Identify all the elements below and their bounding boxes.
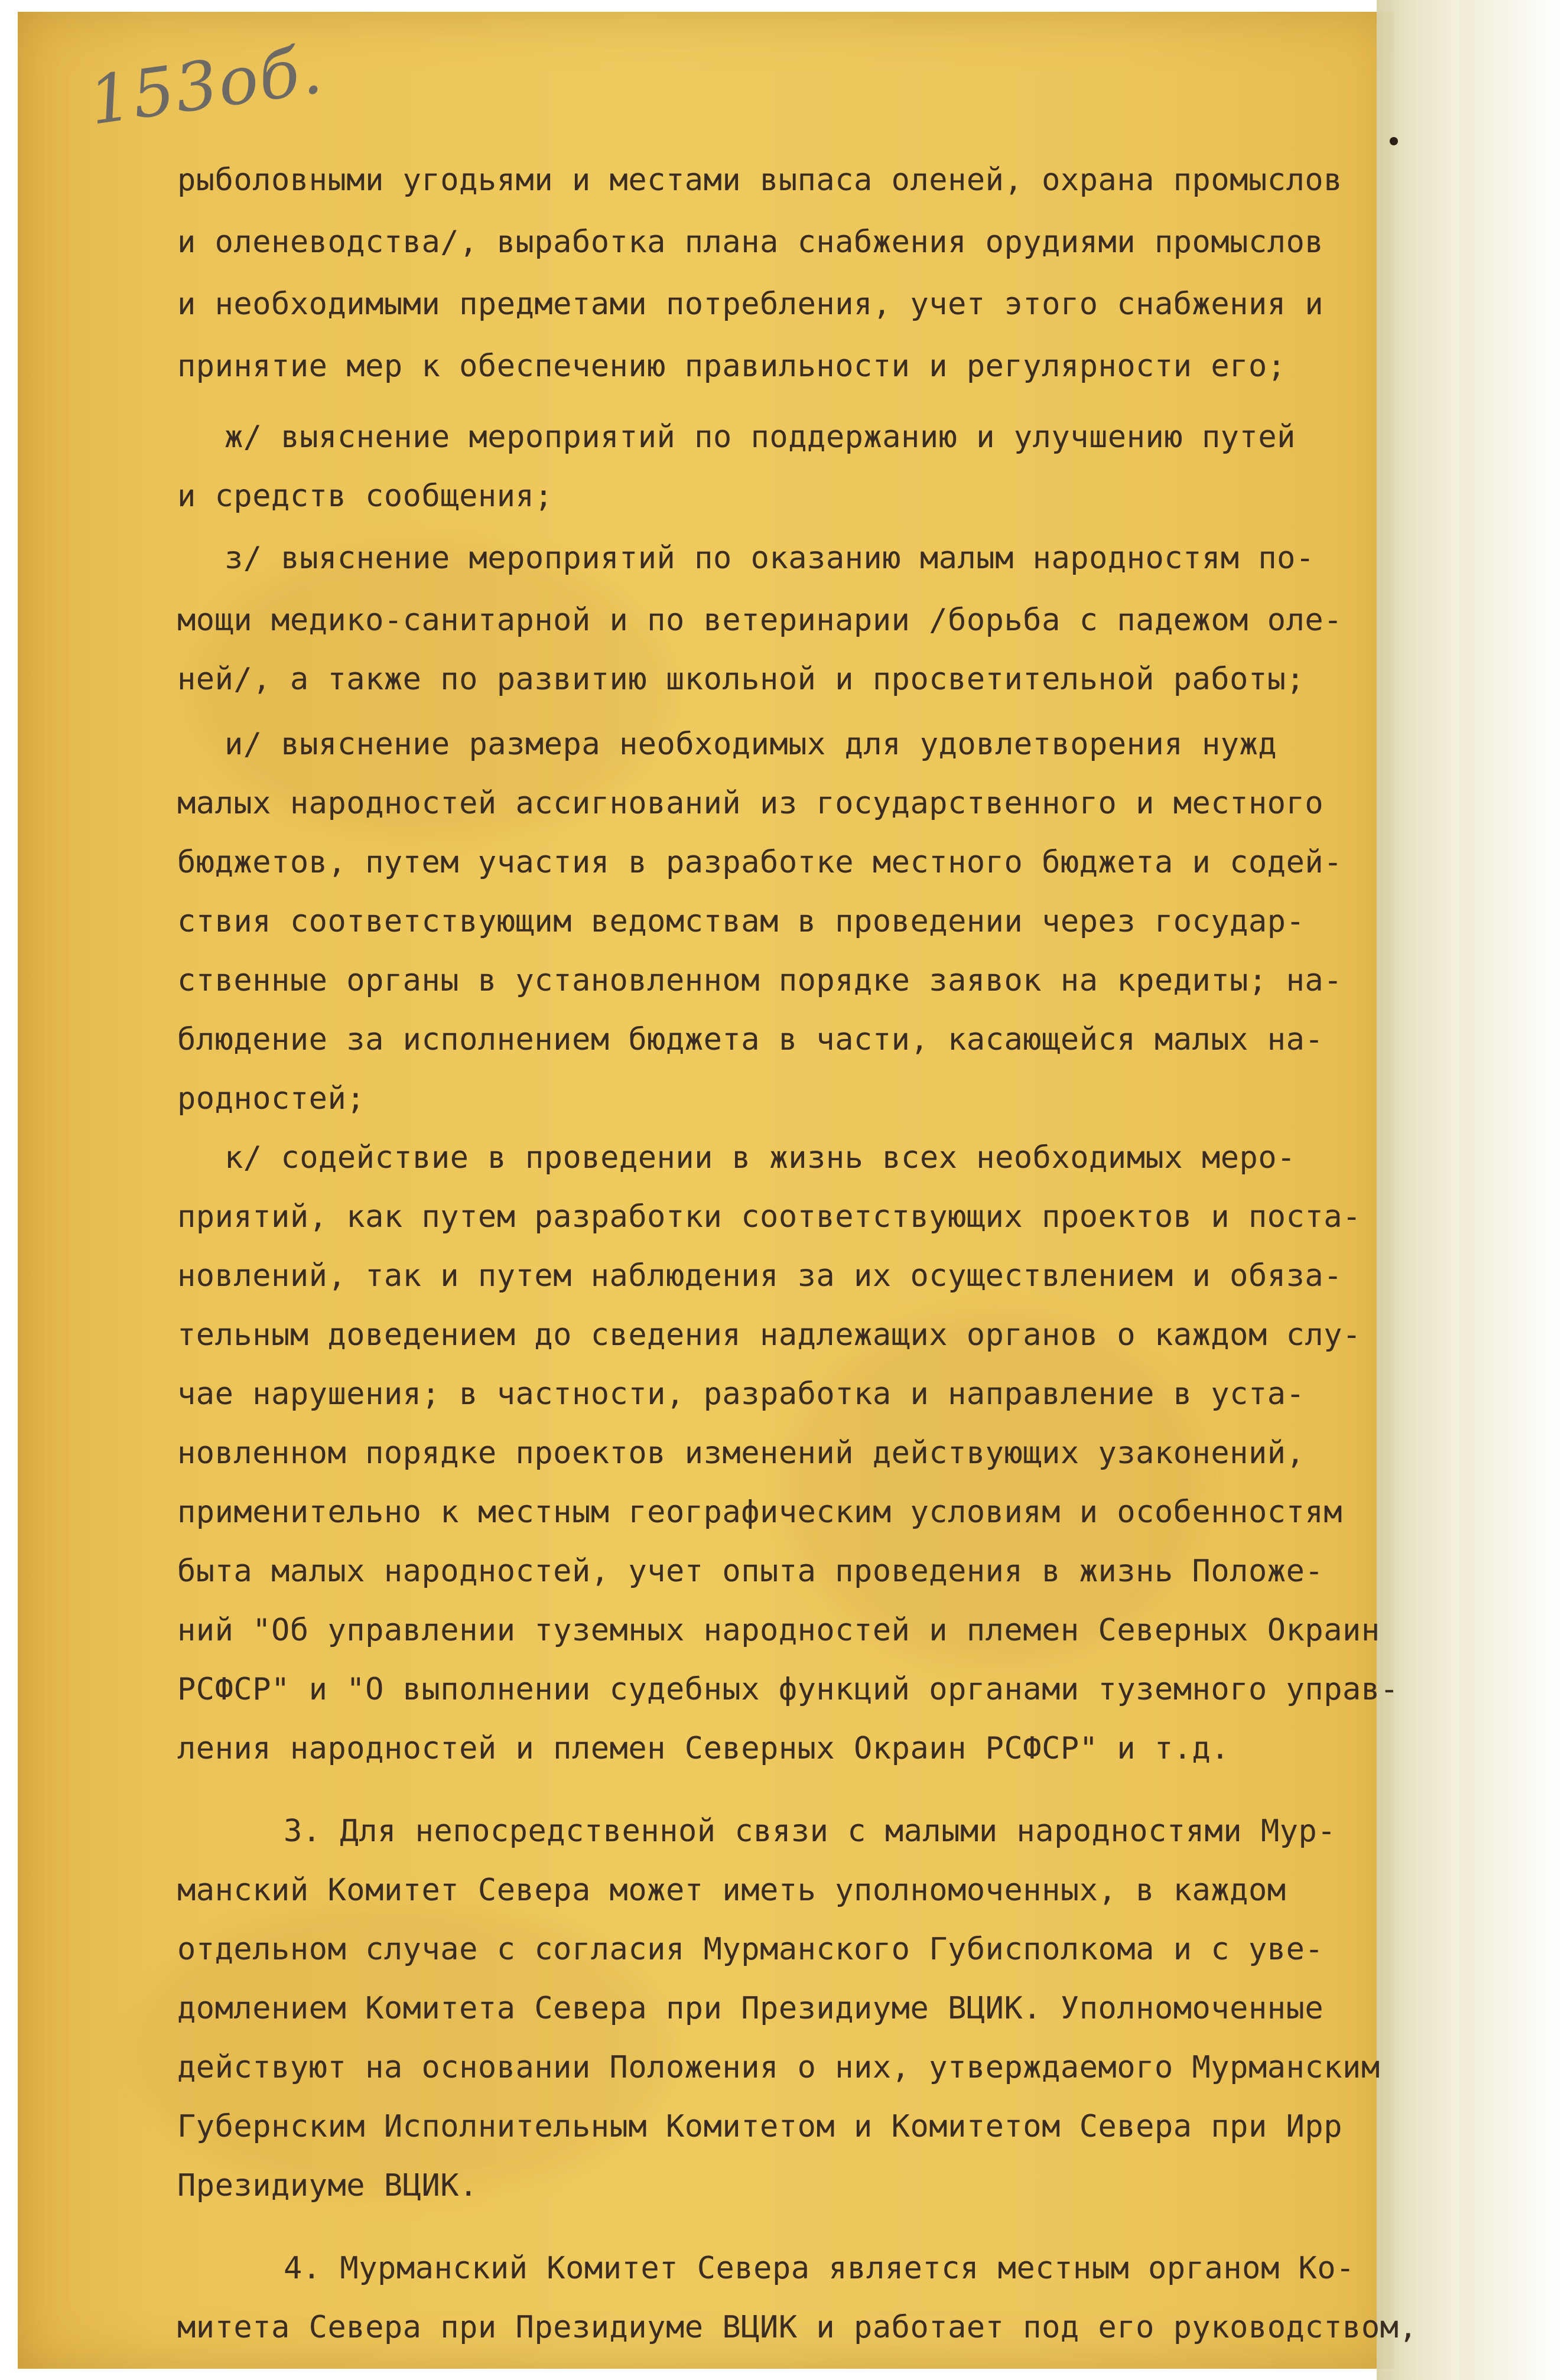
text-line: принятие мер к обеспечению правильности и регулярности его; [177,349,1286,384]
text-line: бюджетов, путем участия в разработке местного бюджета и содей- [177,845,1343,880]
text-line: ствия соответствующим ведомствам в проведении через государ- [177,904,1305,939]
ink-dot [1390,137,1398,145]
text-line: мощи медико-санитарной и по ветеринарии /борьба с падежом оле- [177,603,1343,638]
text-line: и необходимыми предметами потребления, учет этого снабжения и [177,286,1324,322]
text-line: блюдение за исполнением бюджета в части, касающейся малых на- [177,1022,1324,1057]
text-line: Губернским Исполнительным Комитетом и Комитетом Севера при Ирр [177,2109,1343,2144]
text-line: ний "Об управлении туземных народностей и племен Северных Окраин [177,1613,1380,1648]
text-line: рыболовными угодьями и местами выпаса оленей, охрана промыслов [177,162,1343,198]
text-line: домлением Комитета Севера при Президиуме ВЦИК. Уполномоченные [177,1991,1324,2026]
text-line: и оленеводства/, выработка плана снабжения орудиями промыслов [177,224,1324,260]
text-line: 3. Для непосредственной связи с малыми народностями Мур- [284,1814,1336,1849]
folio-number: 153об. [84,31,328,141]
text-line: приятий, как путем разработки соответствующих проектов и поста- [177,1199,1361,1235]
text-line: ственные органы в установленном порядке заявок на кредиты; на- [177,963,1343,998]
text-line: родностей; [177,1081,366,1116]
text-line: 4. Мурманский Комитет Севера является местным органом Ко- [284,2251,1355,2286]
text-line: применительно к местным географическим условиям и особенностям [177,1495,1343,1530]
text-line: новленном порядке проектов изменений действующих узаконений, [177,1435,1305,1471]
text-line: быта малых народностей, учет опыта проведения в жизнь Положе- [177,1554,1324,1589]
text-line: РСФСР" и "О выполнении судебных функций органами туземного управ- [177,1672,1399,1707]
text-line: з/ выяснение мероприятий по оказанию малым народностям по- [225,541,1315,576]
text-line: митета Севера при Президиуме ВЦИК и работает под его руководством, [177,2310,1418,2345]
page-edge [1377,0,1465,2380]
text-line: ж/ выяснение мероприятий по поддержанию и улучшению путей [225,419,1296,455]
text-line: отдельном случае с согласия Мурманского Губисполкома и с уве- [177,1932,1324,1967]
text-line: к/ содействие в проведении в жизнь всех необходимых меро- [225,1140,1296,1176]
text-line: и средств сообщения; [177,478,554,514]
text-line: и/ выяснение размера необходимых для удовлетворения нужд [225,727,1277,762]
text-line: ней/, а также по развитию школьной и просветительной работы; [177,662,1305,697]
text-line: действуют на основании Положения о них, утверждаемого Мурманским [177,2050,1380,2085]
text-line: тельным доведением до сведения надлежащих органов о каждом слу- [177,1317,1361,1353]
text-line: чае нарушения; в частности, разработка и направление в уста- [177,1376,1305,1412]
scan-margin [1459,0,1561,2380]
text-line: малых народностей ассигнований из государственного и местного [177,786,1324,821]
text-line: Президиуме ВЦИК. [177,2168,478,2203]
text-line: новлений, так и путем наблюдения за их осуществлением и обяза- [177,1258,1343,1294]
text-line: ления народностей и племен Северных Окраин РСФСР" и т.д. [177,1731,1230,1766]
text-line: манский Комитет Севера может иметь уполномоченных, в каждом [177,1873,1286,1908]
